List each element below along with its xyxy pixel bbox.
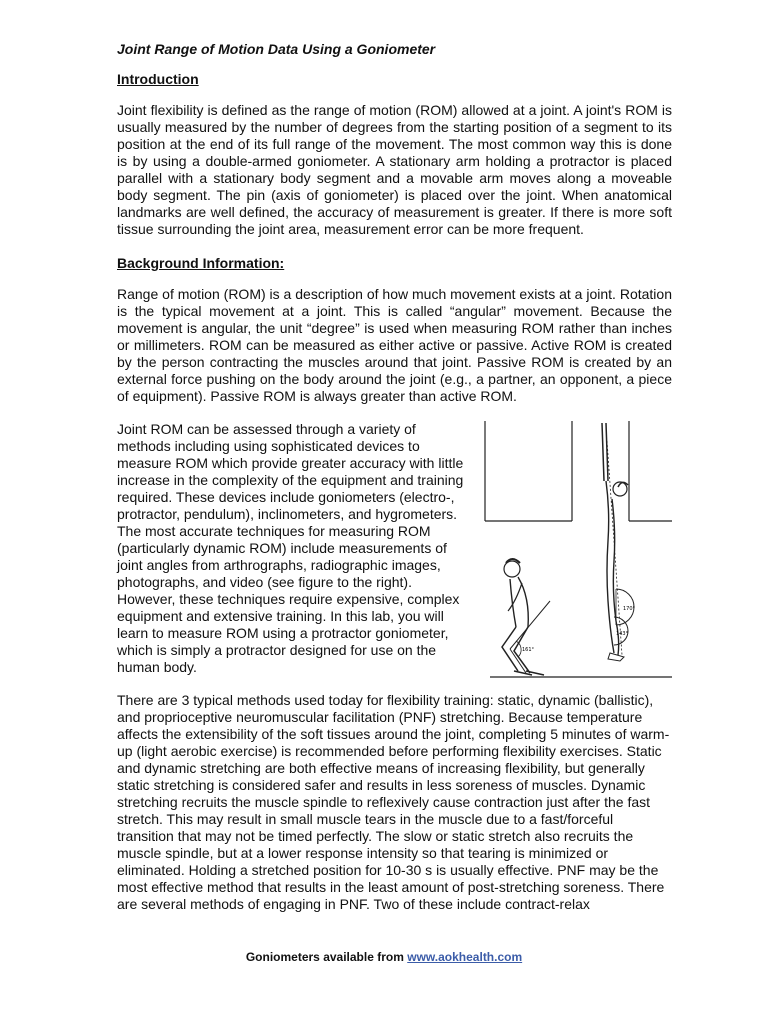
page-footer bbox=[0, 950, 768, 964]
angle-label-161: 161° bbox=[522, 647, 535, 653]
document-page bbox=[117, 40, 672, 929]
intro-heading: Introduction bbox=[117, 71, 199, 87]
footer-link[interactable]: www.aokhealth.com bbox=[407, 950, 523, 964]
intro-paragraph: Joint flexibility is defined as the range of motion (ROM) allowed at a joint. A joint's ROM is usually measured by the number of degrees from the starting position of a segment to its position at the end of its full range of the movement. The most common way this is done is by using a double-armed goniometer. A stationary arm holding a protractor is placed parallel with a stationary body segment and a movable arm moves along a moveable body segment. The pin (axis of goniometer) is placed over the joint. When anatomical landmarks are well defined, the accuracy of measurement is greater. If there is more soft tissue surrounding the joint area, measurement error can be more frequent. bbox=[117, 102, 672, 237]
angle-label-143: 143° bbox=[616, 631, 629, 637]
background-heading: Background Information: bbox=[117, 255, 285, 271]
background-paragraph-2: Joint ROM can be assessed through a variety of methods including using sophisticated devices to measure ROM which provide greater accuracy with little increase in the complexity of the equipment and training required. These devices include goniometers (electro-, protractor, pendulum), inclinometers, and hygrometers. The most accurate techniques for measuring ROM (particularly dynamic ROM) include measurements of joint angles from arthrographs, radiographic images, photographs, and video (see figure to the right). However, these techniques require expensive, complex equipment and extensive training. In this lab, you will learn to measure ROM using a protractor goniometer, which is simply a protractor designed for use on the human body. bbox=[117, 421, 464, 675]
background-paragraph-1: Range of motion (ROM) is a description of how much movement exists at a joint. Rotation is the typical movement at a joint. This is called “angular” movement. Because the movement is angular, the unit “degree” is used when measuring ROM rather than inches or millimeters. ROM can be measured as either active or passive. Active ROM is created by the person contracting the muscles around that joint. Passive ROM is created by an external force pushing on the body around the joint (e.g., a partner, an opponent, a piece of equipment). Passive ROM is always greater than active ROM. bbox=[117, 286, 672, 404]
footer-text: Goniometers available from bbox=[245, 950, 408, 964]
rom-figure-illustration bbox=[482, 421, 672, 689]
angle-label-170: 170° bbox=[623, 606, 636, 612]
document-title: Joint Range of Motion Data Using a Goniometer bbox=[117, 41, 436, 57]
rom-figure bbox=[482, 421, 672, 689]
background-paragraph-3: There are 3 typical methods used today for flexibility training: static, dynamic (ballistic), and proprioceptive neuromuscular facilitation (PNF) stretching. Because temperature affects the extensibility of the soft tissues around the joint, completing 5 minutes of warm-up (light aerobic exercise) is recommended before performing flexibility exercises. Static and dynamic stretching are both effective means of increasing flexibility, but generally static stretching is considered safer and results in less soreness of muscles. Dynamic stretching recruits the muscle spindle to reflexively cause contraction just after the fast stretch. This may result in small muscle tears in the muscle due to a fast/forceful transition that may not be timed perfectly. The slow or static stretch also recruits the muscle spindle, but at a lower response intensity so that tearing is minimized or eliminated. Holding a stretched position for 10-30 s is usually effective. PNF may be the most effective method that results in the least amount of post-stretching soreness. There are several methods of engaging in PNF. Two of these include contract-relax bbox=[117, 692, 670, 912]
